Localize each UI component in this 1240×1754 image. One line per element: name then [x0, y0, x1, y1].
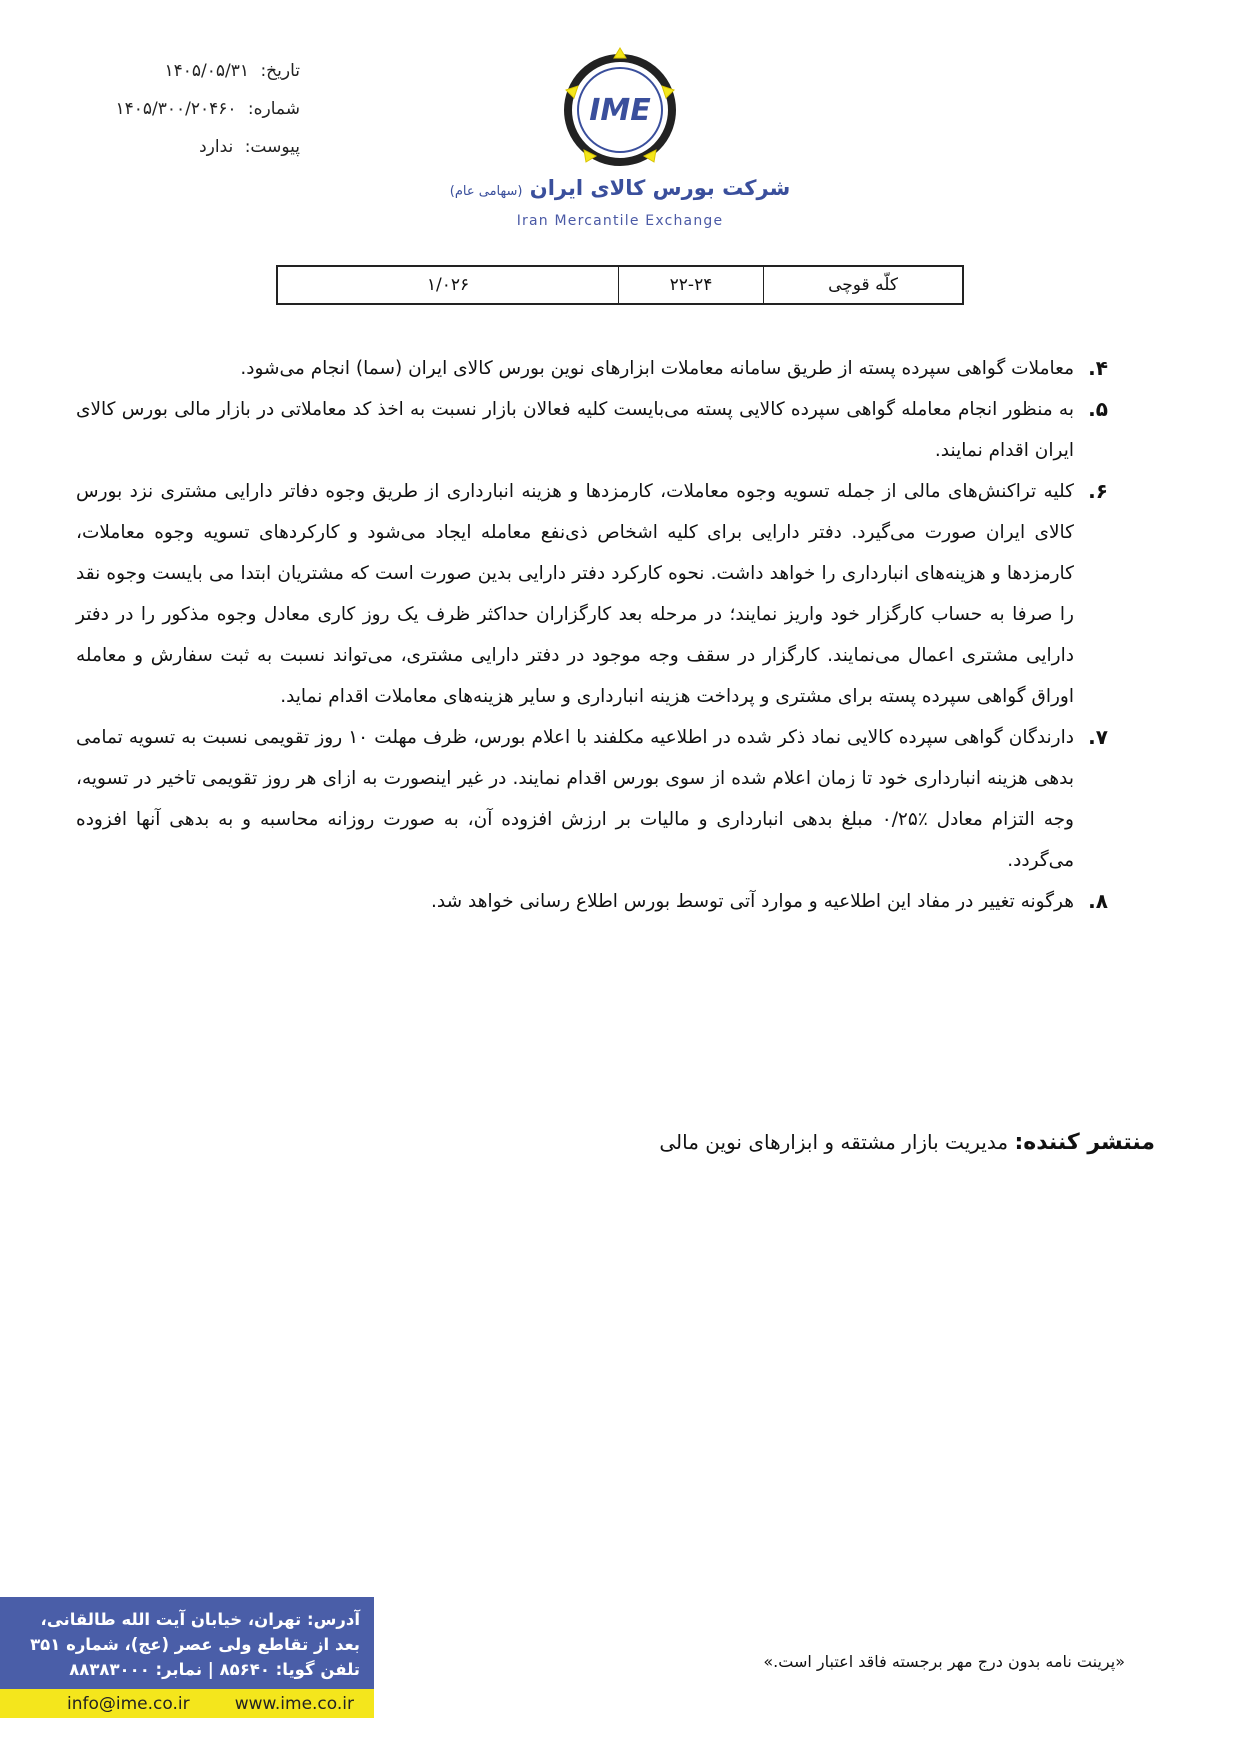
validity-notice: «پرینت نامه بدون درج مهر برجسته فاقد اعتبار است.»: [763, 1652, 1125, 1671]
publisher-label: منتشر کننده:: [1014, 1130, 1155, 1155]
date-label: تاریخ:: [260, 61, 300, 81]
item-text: دارندگان گواهی سپرده کالایی نماد ذکر شده در اطلاعیه مکلفند با اعلام بورس، ظرف مهلت ۱۰ روز تقویمی نسبت به تسویه تمامی بدهی هزینه انبارداری خود تا زمان اعلام شده از سوی بورس اقدام نمایند. در غیر اینصورت به ازای هر روز تقویمی تاخیر در تسویه، وجه التزام معادل ٪۰/۲۵ مبلغ بدهی انبارداری و مالیات بر ارزش افزوده آن، به صورت روزانه محاسبه و به بدهی آنها افزوده می‌گردد.: [76, 727, 1074, 871]
address-line-1: آدرس: تهران، خیابان آیت الله طالقانی،: [40, 1610, 360, 1629]
attachment-row: [100, 128, 300, 166]
list-item: [76, 881, 1108, 922]
company-name-fa-suffix: (سهامی عام): [449, 184, 523, 199]
publisher-value: مدیریت بازار مشتقه و ابزارهای نوین مالی: [659, 1130, 1009, 1154]
number-value: ۱۴۰۵/۳۰۰/۲۰۴۶۰: [115, 99, 237, 119]
publisher: [560, 1130, 1155, 1155]
spec-cell-variety: کلّه قوچی: [763, 267, 962, 303]
letter-meta: [100, 52, 300, 166]
item-text: کلیه تراکنش‌های مالی از جمله تسویه وجوه معاملات، کارمزدها و هزینه انبارداری از طریق وجوه دفاتر دارایی مشتری نزد بورس کالای ایران صورت می‌گیرد. دفتر دارایی برای کلیه اشخاص ذی‌نفع معامله ایجاد می‌شود و کارکردهای تسویه وجوه معاملات، کارمزدها و هزینه‌های انبارداری را خواهد داشت. نحوه کارکرد دفتر دارایی بدین صورت است که مشتریان ابتدا می بایست وجوه نقد را صرفا به حساب کارگزار خود واریز نمایند؛ در مرحله بعد کارگزاران حداکثر ظرف یک روز کاری معادل وجوه مذکور را در دفتر دارایی مشتری اعمال می‌نمایند. کارگزار در سقف وجه موجود در دفتر دارایی مشتری، می‌تواند نسبت به ثبت سفارش و معامله اوراق گواهی سپرده پسته برای مشتری و پرداخت هزینه انبارداری و سایر هزینه‌های معاملات اقدام نماید.: [76, 481, 1074, 707]
company-name-fa: [440, 176, 800, 200]
number-label: شماره:: [247, 99, 300, 119]
list-item: [76, 717, 1108, 881]
phone-line: تلفن گویا: ۸۵۶۴۰ | نمابر: ۸۸۳۸۳۰۰۰: [69, 1660, 360, 1679]
footer-address: [0, 1597, 374, 1689]
list-item: [76, 389, 1108, 471]
spec-table: [276, 265, 964, 305]
number-row: [100, 90, 300, 128]
footer-links: [0, 1689, 374, 1718]
date-row: [100, 52, 300, 90]
logo-text: IME: [589, 93, 651, 128]
item-text: به منظور انجام معامله گواهی سپرده کالایی پسته می‌بایست کلیه فعالان بازار نسبت به اخذ کد معاملاتی در بازار مالی بورس کالای ایران اقدام نمایند.: [76, 399, 1074, 461]
item-number: ۶.: [1088, 479, 1108, 503]
date-value: ۱۴۰۵/۰۵/۳۱: [164, 61, 250, 81]
company-name-fa-main: شرکت بورس کالای ایران: [529, 176, 791, 200]
item-number: ۸.: [1088, 889, 1108, 913]
footer-contact: [0, 1597, 374, 1718]
ime-logo: [556, 46, 684, 174]
item-number: ۷.: [1088, 725, 1108, 749]
company-header: [440, 46, 800, 236]
item-number: ۴.: [1088, 356, 1108, 380]
email-link[interactable]: info@ime.co.ir: [67, 1693, 190, 1714]
attachment-label: پیوست:: [244, 137, 300, 157]
item-text: معاملات گواهی سپرده پسته از طریق سامانه معاملات ابزارهای نوین بورس کالای ایران (سما) انجام می‌شود.: [240, 358, 1074, 379]
item-text: هرگونه تغییر در مفاد این اطلاعیه و موارد آتی توسط بورس اطلاع رسانی خواهد شد.: [431, 891, 1074, 912]
list-item: [76, 471, 1108, 717]
list-item: [76, 348, 1108, 389]
website-link[interactable]: www.ime.co.ir: [234, 1693, 354, 1714]
company-name-en: Iran Mercantile Exchange: [516, 213, 724, 229]
address-line-2: بعد از تقاطع ولی عصر (عج)، شماره ۳۵۱: [30, 1635, 360, 1654]
attachment-value: ندارد: [199, 137, 234, 157]
spec-cell-count: ۲۲-۲۴: [618, 267, 763, 303]
notice-items: [76, 348, 1108, 922]
spec-cell-value: ۱/۰۲۶: [426, 275, 470, 295]
item-number: ۵.: [1088, 397, 1108, 421]
